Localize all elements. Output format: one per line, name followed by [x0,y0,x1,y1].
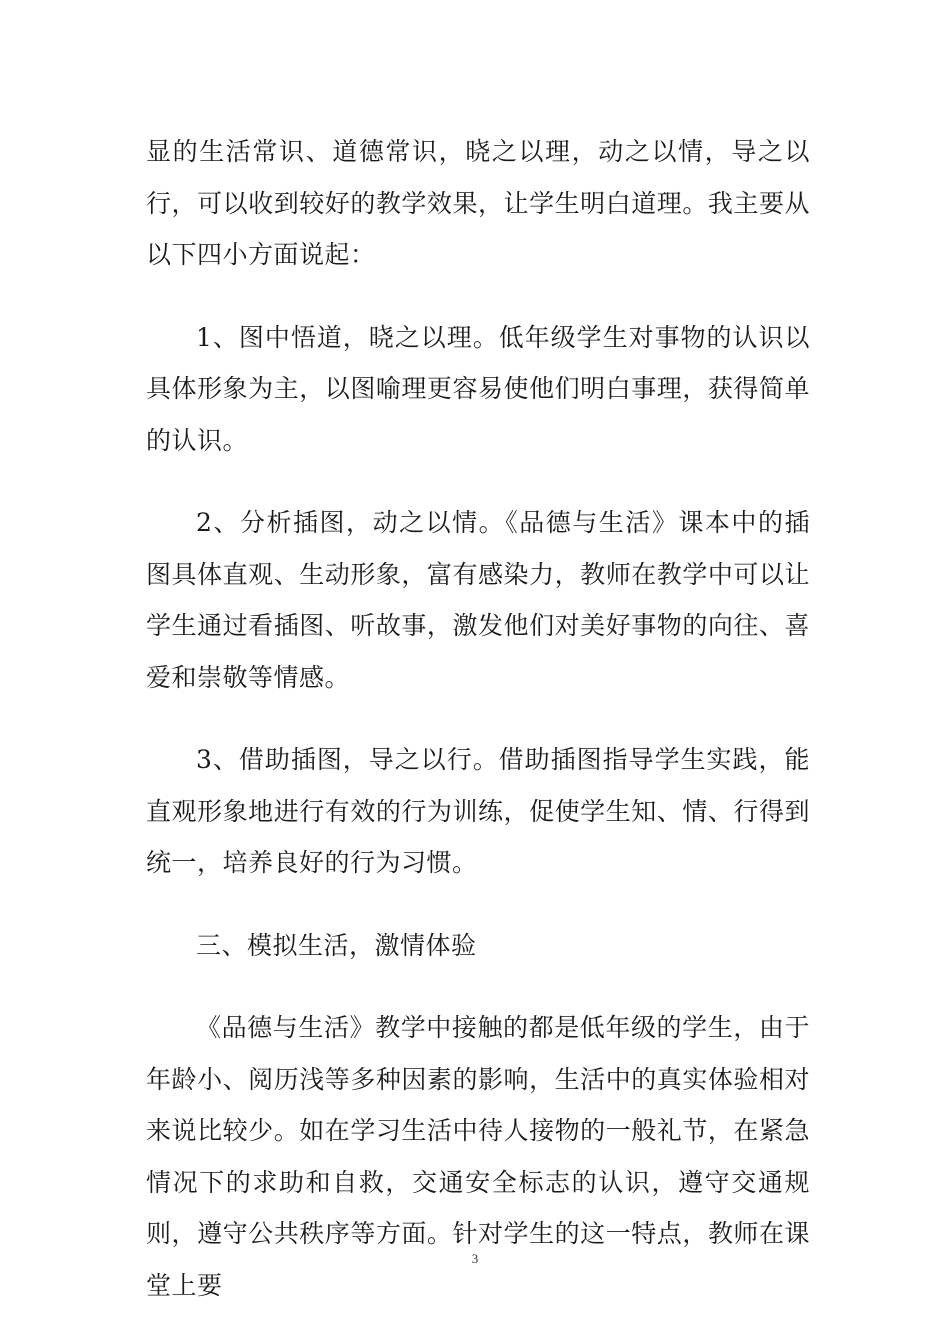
paragraph-item-1: 1、图中悟道，晓之以理。低年级学生对事物的认识以具体形象为主，以图喻理更容易使他们明白事理，获得简单的认识。 [146,322,810,455]
paragraph-section-body: 《品德与生活》教学中接触的都是低年级的学生，由于年龄小、阅历浅等多种因素的影响，生活中的真实体验相对来说比较少。如在学习生活中待人接物的一般礼节，在紧急情况下的求助和自救，交通安全标志的认识，遵守交通规则，遵守公共秩序等方面。针对学生的这一特点，教师在课堂上要 [146,1013,810,1300]
body-text [146,126,810,1311]
paragraph-item-3: 3、借助插图，导之以行。借助插图指导学生实践，能直观形象地进行有效的行为训练，促使学生知、情、行得到统一，培养良好的行为习惯。 [146,745,810,877]
section-heading: 三、模拟生活，激情体验 [196,930,477,960]
page-number: 3 [471,1251,479,1266]
paragraph-continuation: 显的生活常识、道德常识，晓之以理，动之以情，导之以行，可以收到较好的教学效果，让学生明白道理。我主要从以下四小方面说起： [146,137,810,269]
paragraph-item-2: 2、分析插图，动之以情。《品德与生活》课本中的插图具体直观、生动形象，富有感染力，教师在教学中可以让学生通过看插图、听故事，激发他们对美好事物的向往、喜爱和崇敬等情感。 [146,508,810,692]
